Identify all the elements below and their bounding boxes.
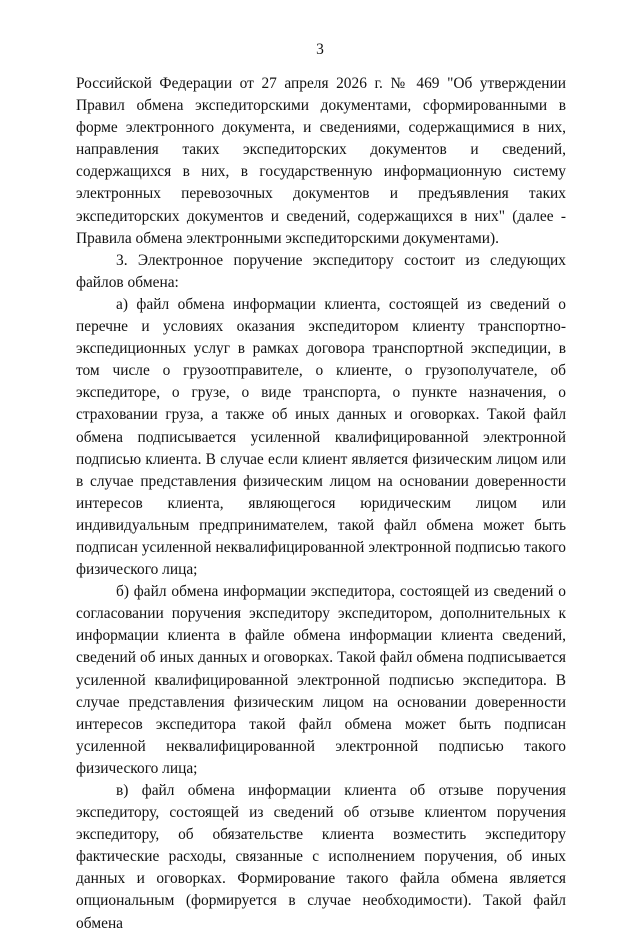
paragraph-item-3: 3. Электронное поручение экспедитору состоит из следующих файлов обмена: — [76, 251, 566, 291]
document-body — [76, 73, 566, 935]
page-number: 3 — [316, 41, 324, 58]
paragraph-item-3a: а) файл обмена информации клиента, состоящей из сведений о перечне и условиях оказания экспедитором клиенту транспортно-экспедиционных услуг в рамках договора транспортной экспедиции, в том числе о грузоотправителе, о клиенте, о грузополучателе, об экспедиторе, о грузе, о виде транспорта, о пункте назначения, о страховании груза, а также об иных данных и оговорках. Такой файл обмена подписывается усиленной квалифицированной электронной подписью клиента. В случае если клиент является физическим лицом или в случае представления физическим лицом на основании доверенности интересов клиента, являющегося юридическим лицом или индивидуальным предпринимателем, такой файл обмена может быть подписан усиленной неквалифицированной электронной подписью такого физического лица; — [76, 295, 566, 579]
paragraph-continuation: Российской Федерации от 27 апреля 2026 г. № 469 "Об утверждении Правил обмена экспедиторскими документами, сформированными в форме электронного документа, и сведениями, содержащимися в них, направления таких экспедиторских документов и сведений, содержащихся в них, в государственную информационную систему электронных перевозочных документов и предъявления таких экспедиторских документов и сведений, содержащихся в них" (далее - Правила обмена электронными экспедиторскими документами). — [76, 75, 566, 247]
paragraph-item-3v: в) файл обмена информации клиента об отзыве поручения экспедитору, состоящей из сведений об отзыве клиентом поручения экспедитору, об обязательстве клиента возместить экспедитору фактические расходы, связанные с исполнением поручения, об иных данных и оговорках. Формирование такого файла обмена является опциональным (формируется в случае необходимости). Такой файл обмена — [76, 782, 566, 932]
paragraph-item-3b: б) файл обмена информации экспедитора, состоящей из сведений о согласовании поручения экспедитору экспедитором, дополнительных к информации клиента в файле обмена информации клиента сведений, сведений об иных данных и оговорках. Такой файл обмена подписывается усиленной квалифицированной электронной подписью экспедитора. В случае представления физическим лицом на основании доверенности интересов экспедитора такой файл обмена может быть подписан усиленной неквалифицированной электронной подписью такого физического лица; — [76, 583, 566, 777]
